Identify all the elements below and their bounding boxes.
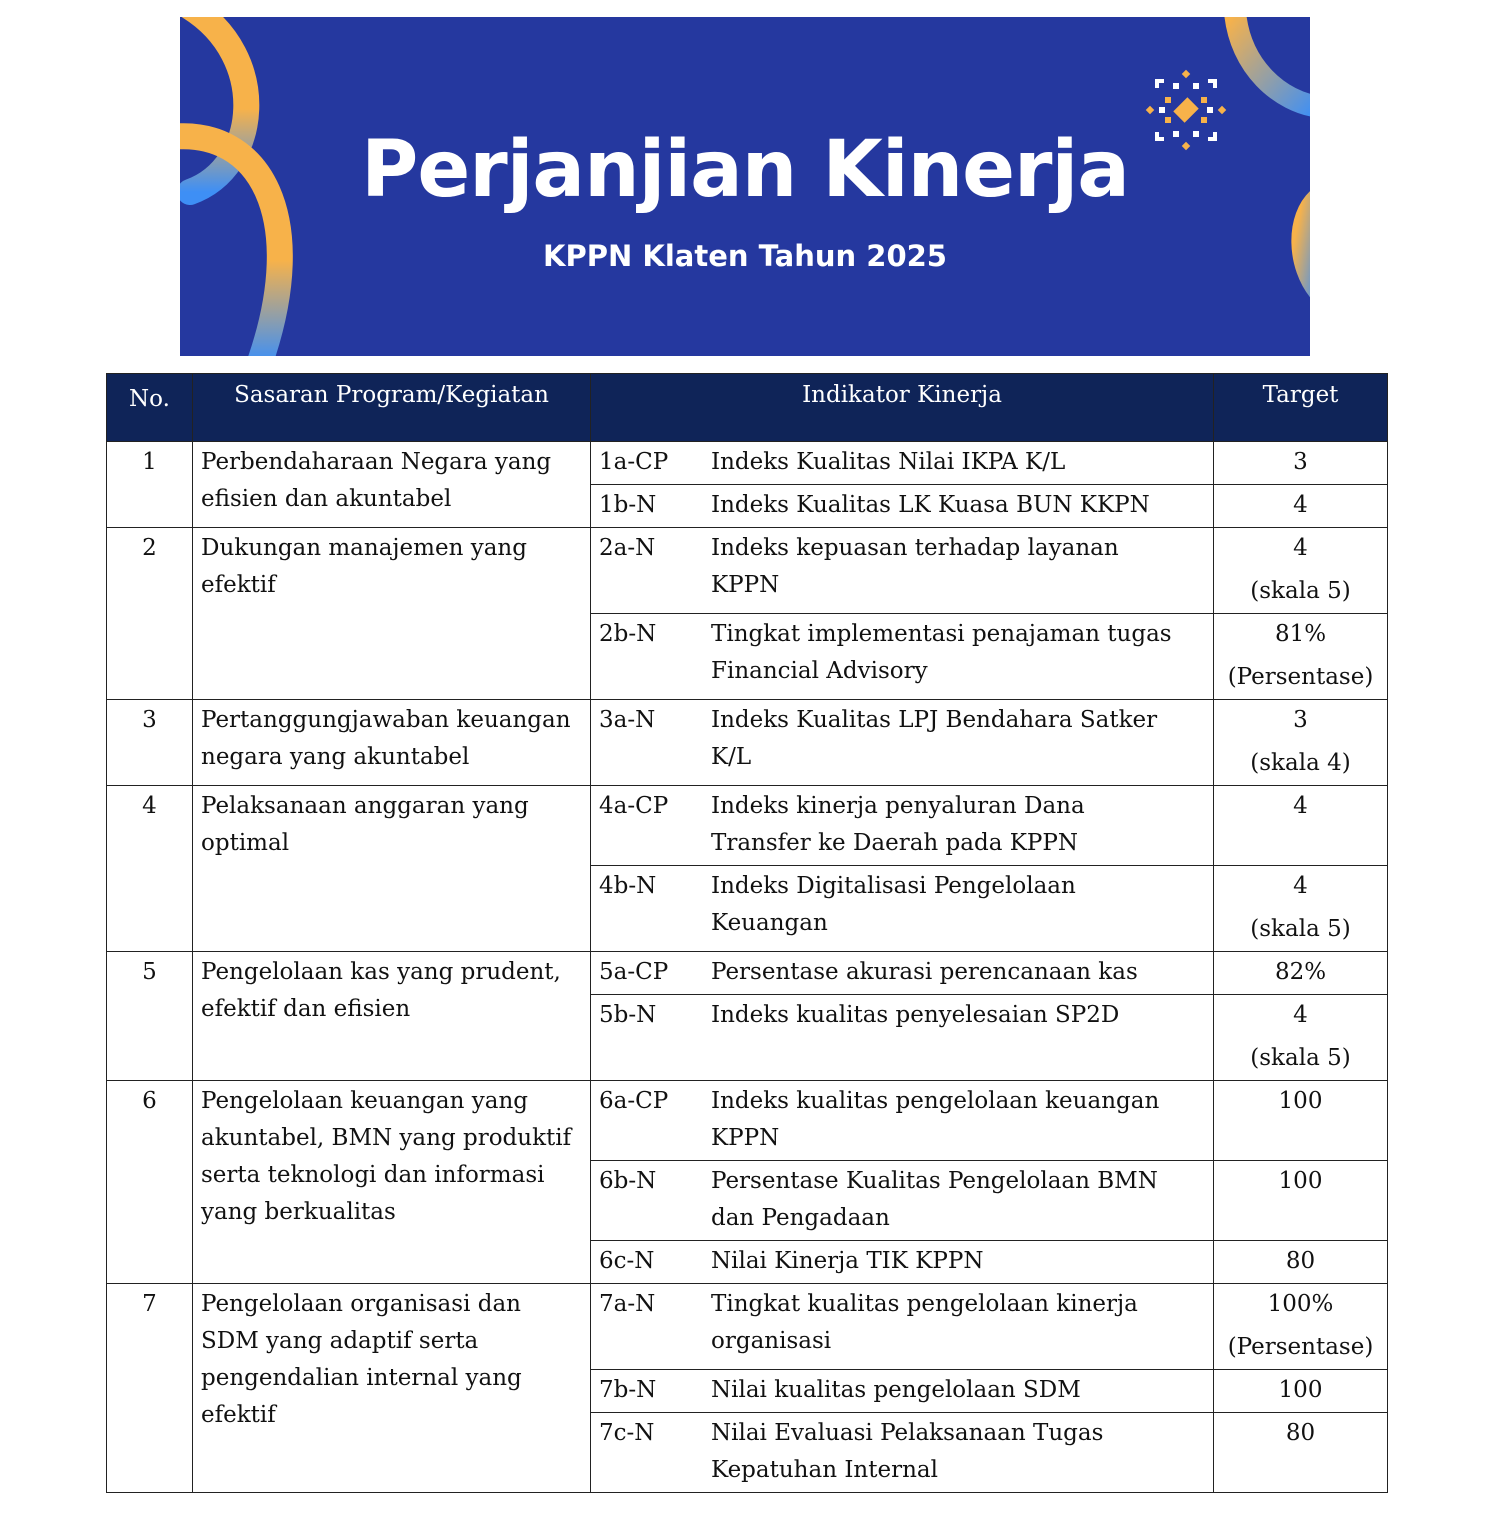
target-value: 80 xyxy=(1285,1248,1316,1274)
indicator-desc: Tingkat kualitas pengelolaan kinerja organisasi xyxy=(711,1291,1138,1354)
performance-table xyxy=(106,373,1388,1493)
header-indikator: Indikator Kinerja xyxy=(591,374,1214,442)
target-value: 4 xyxy=(1293,535,1308,561)
target-cell xyxy=(1214,1081,1388,1161)
target-value: 100% xyxy=(1267,1291,1334,1317)
indicator-cell xyxy=(591,442,1214,485)
indicator-code: 6c-N xyxy=(599,1248,655,1274)
indicator-desc: Indeks Kualitas Nilai IKPA K/L xyxy=(711,449,1066,475)
indicator-desc: Indeks kepuasan terhadap layanan KPPN xyxy=(711,535,1119,598)
target-value: 3 xyxy=(1293,707,1308,733)
indicator-desc: Tingkat implementasi penajaman tugas Financial Advisory xyxy=(711,621,1172,684)
table-row xyxy=(107,1284,1388,1370)
page-title: Perjanjian Kinerja xyxy=(361,125,1129,215)
indicator-cell xyxy=(591,528,1214,614)
indicator-desc: Indeks Kualitas LPJ Bendahara Satker K/L xyxy=(711,707,1158,770)
header-no: No. xyxy=(107,374,193,442)
indicator-desc: Indeks kualitas pengelolaan keuangan KPPN xyxy=(711,1088,1160,1151)
target-value: 4 xyxy=(1293,1002,1308,1028)
target-note: (Persentase) xyxy=(1227,664,1374,690)
target-note: (skala 5) xyxy=(1250,578,1351,604)
indicator-code: 7c-N xyxy=(599,1420,655,1446)
indicator-desc: Indeks kualitas penyelesaian SP2D xyxy=(711,1002,1120,1028)
indicator-cell xyxy=(591,1370,1214,1413)
target-note: (skala 5) xyxy=(1250,1045,1351,1071)
row-no: 6 xyxy=(107,1081,193,1284)
row-no: 5 xyxy=(107,952,193,1081)
indicator-code: 5b-N xyxy=(599,1002,657,1028)
indicator-code: 4a-CP xyxy=(599,793,669,819)
indicator-cell xyxy=(591,995,1214,1081)
row-no: 3 xyxy=(107,700,193,786)
target-value: 4 xyxy=(1293,793,1308,819)
indicator-code: 2b-N xyxy=(599,621,657,647)
banner xyxy=(180,17,1310,356)
target-cell xyxy=(1214,485,1388,528)
table-header-row xyxy=(107,374,1388,442)
indicator-cell xyxy=(591,1161,1214,1241)
row-no: 1 xyxy=(107,442,193,528)
target-note: (skala 4) xyxy=(1250,750,1351,776)
indicator-code: 1a-CP xyxy=(599,449,669,475)
header-sasaran: Sasaran Program/Kegiatan xyxy=(193,374,591,442)
row-sasaran: Perbendaharaan Negara yang efisien dan akuntabel xyxy=(193,442,591,528)
table-row xyxy=(107,786,1388,866)
header-target: Target xyxy=(1214,374,1388,442)
indicator-desc: Nilai kualitas pengelolaan SDM xyxy=(711,1377,1081,1403)
indicator-code: 6a-CP xyxy=(599,1088,669,1114)
target-cell xyxy=(1214,786,1388,866)
table-row xyxy=(107,528,1388,614)
indicator-code: 1b-N xyxy=(599,492,657,518)
indicator-cell xyxy=(591,614,1214,700)
row-sasaran: Pelaksanaan anggaran yang optimal xyxy=(193,786,591,952)
target-cell xyxy=(1214,1370,1388,1413)
indicator-code: 5a-CP xyxy=(599,959,669,985)
target-value: 81% xyxy=(1274,621,1327,647)
indicator-cell xyxy=(591,952,1214,995)
indicator-desc: Persentase Kualitas Pengelolaan BMN dan Pengadaan xyxy=(711,1168,1158,1231)
row-sasaran: Pengelolaan keuangan yang akuntabel, BMN yang produktif serta teknologi dan informasi yang berkualitas xyxy=(193,1081,591,1284)
target-cell xyxy=(1214,700,1388,786)
row-sasaran: Pertanggungjawaban keuangan negara yang akuntabel xyxy=(193,700,591,786)
indicator-cell xyxy=(591,866,1214,952)
target-value: 100 xyxy=(1278,1168,1323,1194)
target-cell xyxy=(1214,442,1388,485)
target-cell xyxy=(1214,952,1388,995)
table-row xyxy=(107,700,1388,786)
row-no: 4 xyxy=(107,786,193,952)
indicator-desc: Indeks Kualitas LK Kuasa BUN KKPN xyxy=(711,492,1150,518)
target-cell xyxy=(1214,1161,1388,1241)
indicator-cell xyxy=(591,1284,1214,1370)
kemenkeu-logo-icon xyxy=(1145,69,1227,151)
page-subtitle: KPPN Klaten Tahun 2025 xyxy=(543,239,947,273)
indicator-code: 2a-N xyxy=(599,535,656,561)
table-row xyxy=(107,442,1388,485)
table-row xyxy=(107,952,1388,995)
indicator-desc: Indeks kinerja penyaluran Dana Transfer ke Daerah pada KPPN xyxy=(711,793,1085,856)
target-cell xyxy=(1214,1413,1388,1493)
target-note: (skala 5) xyxy=(1250,916,1351,942)
indicator-cell xyxy=(591,786,1214,866)
target-cell xyxy=(1214,866,1388,952)
indicator-code: 7a-N xyxy=(599,1291,656,1317)
indicator-desc: Nilai Evaluasi Pelaksanaan Tugas Kepatuhan Internal xyxy=(711,1420,1104,1483)
row-sasaran: Pengelolaan kas yang prudent, efektif dan efisien xyxy=(193,952,591,1081)
target-cell xyxy=(1214,528,1388,614)
indicator-cell xyxy=(591,700,1214,786)
target-note: (Persentase) xyxy=(1227,1334,1374,1360)
indicator-desc: Indeks Digitalisasi Pengelolaan Keuangan xyxy=(711,873,1076,936)
indicator-cell xyxy=(591,485,1214,528)
target-cell xyxy=(1214,1284,1388,1370)
indicator-code: 3a-N xyxy=(599,707,656,733)
row-no: 7 xyxy=(107,1284,193,1493)
indicator-desc: Nilai Kinerja TIK KPPN xyxy=(711,1248,984,1274)
row-sasaran: Dukungan manajemen yang efektif xyxy=(193,528,591,700)
target-value: 4 xyxy=(1293,492,1308,518)
target-value: 100 xyxy=(1278,1088,1323,1114)
indicator-cell xyxy=(591,1413,1214,1493)
target-value: 100 xyxy=(1278,1377,1323,1403)
indicator-code: 4b-N xyxy=(599,873,657,899)
target-cell xyxy=(1214,1241,1388,1284)
target-value: 3 xyxy=(1293,449,1308,475)
indicator-code: 6b-N xyxy=(599,1168,657,1194)
indicator-code: 7b-N xyxy=(599,1377,657,1403)
indicator-cell xyxy=(591,1241,1214,1284)
table-row xyxy=(107,1081,1388,1161)
row-sasaran: Pengelolaan organisasi dan SDM yang adaptif serta pengendalian internal yang efektif xyxy=(193,1284,591,1493)
indicator-cell xyxy=(591,1081,1214,1161)
target-cell xyxy=(1214,614,1388,700)
target-cell xyxy=(1214,995,1388,1081)
target-value: 80 xyxy=(1285,1420,1316,1446)
indicator-desc: Persentase akurasi perencanaan kas xyxy=(711,959,1138,985)
target-value: 82% xyxy=(1274,959,1327,985)
row-no: 2 xyxy=(107,528,193,700)
target-value: 4 xyxy=(1293,873,1308,899)
